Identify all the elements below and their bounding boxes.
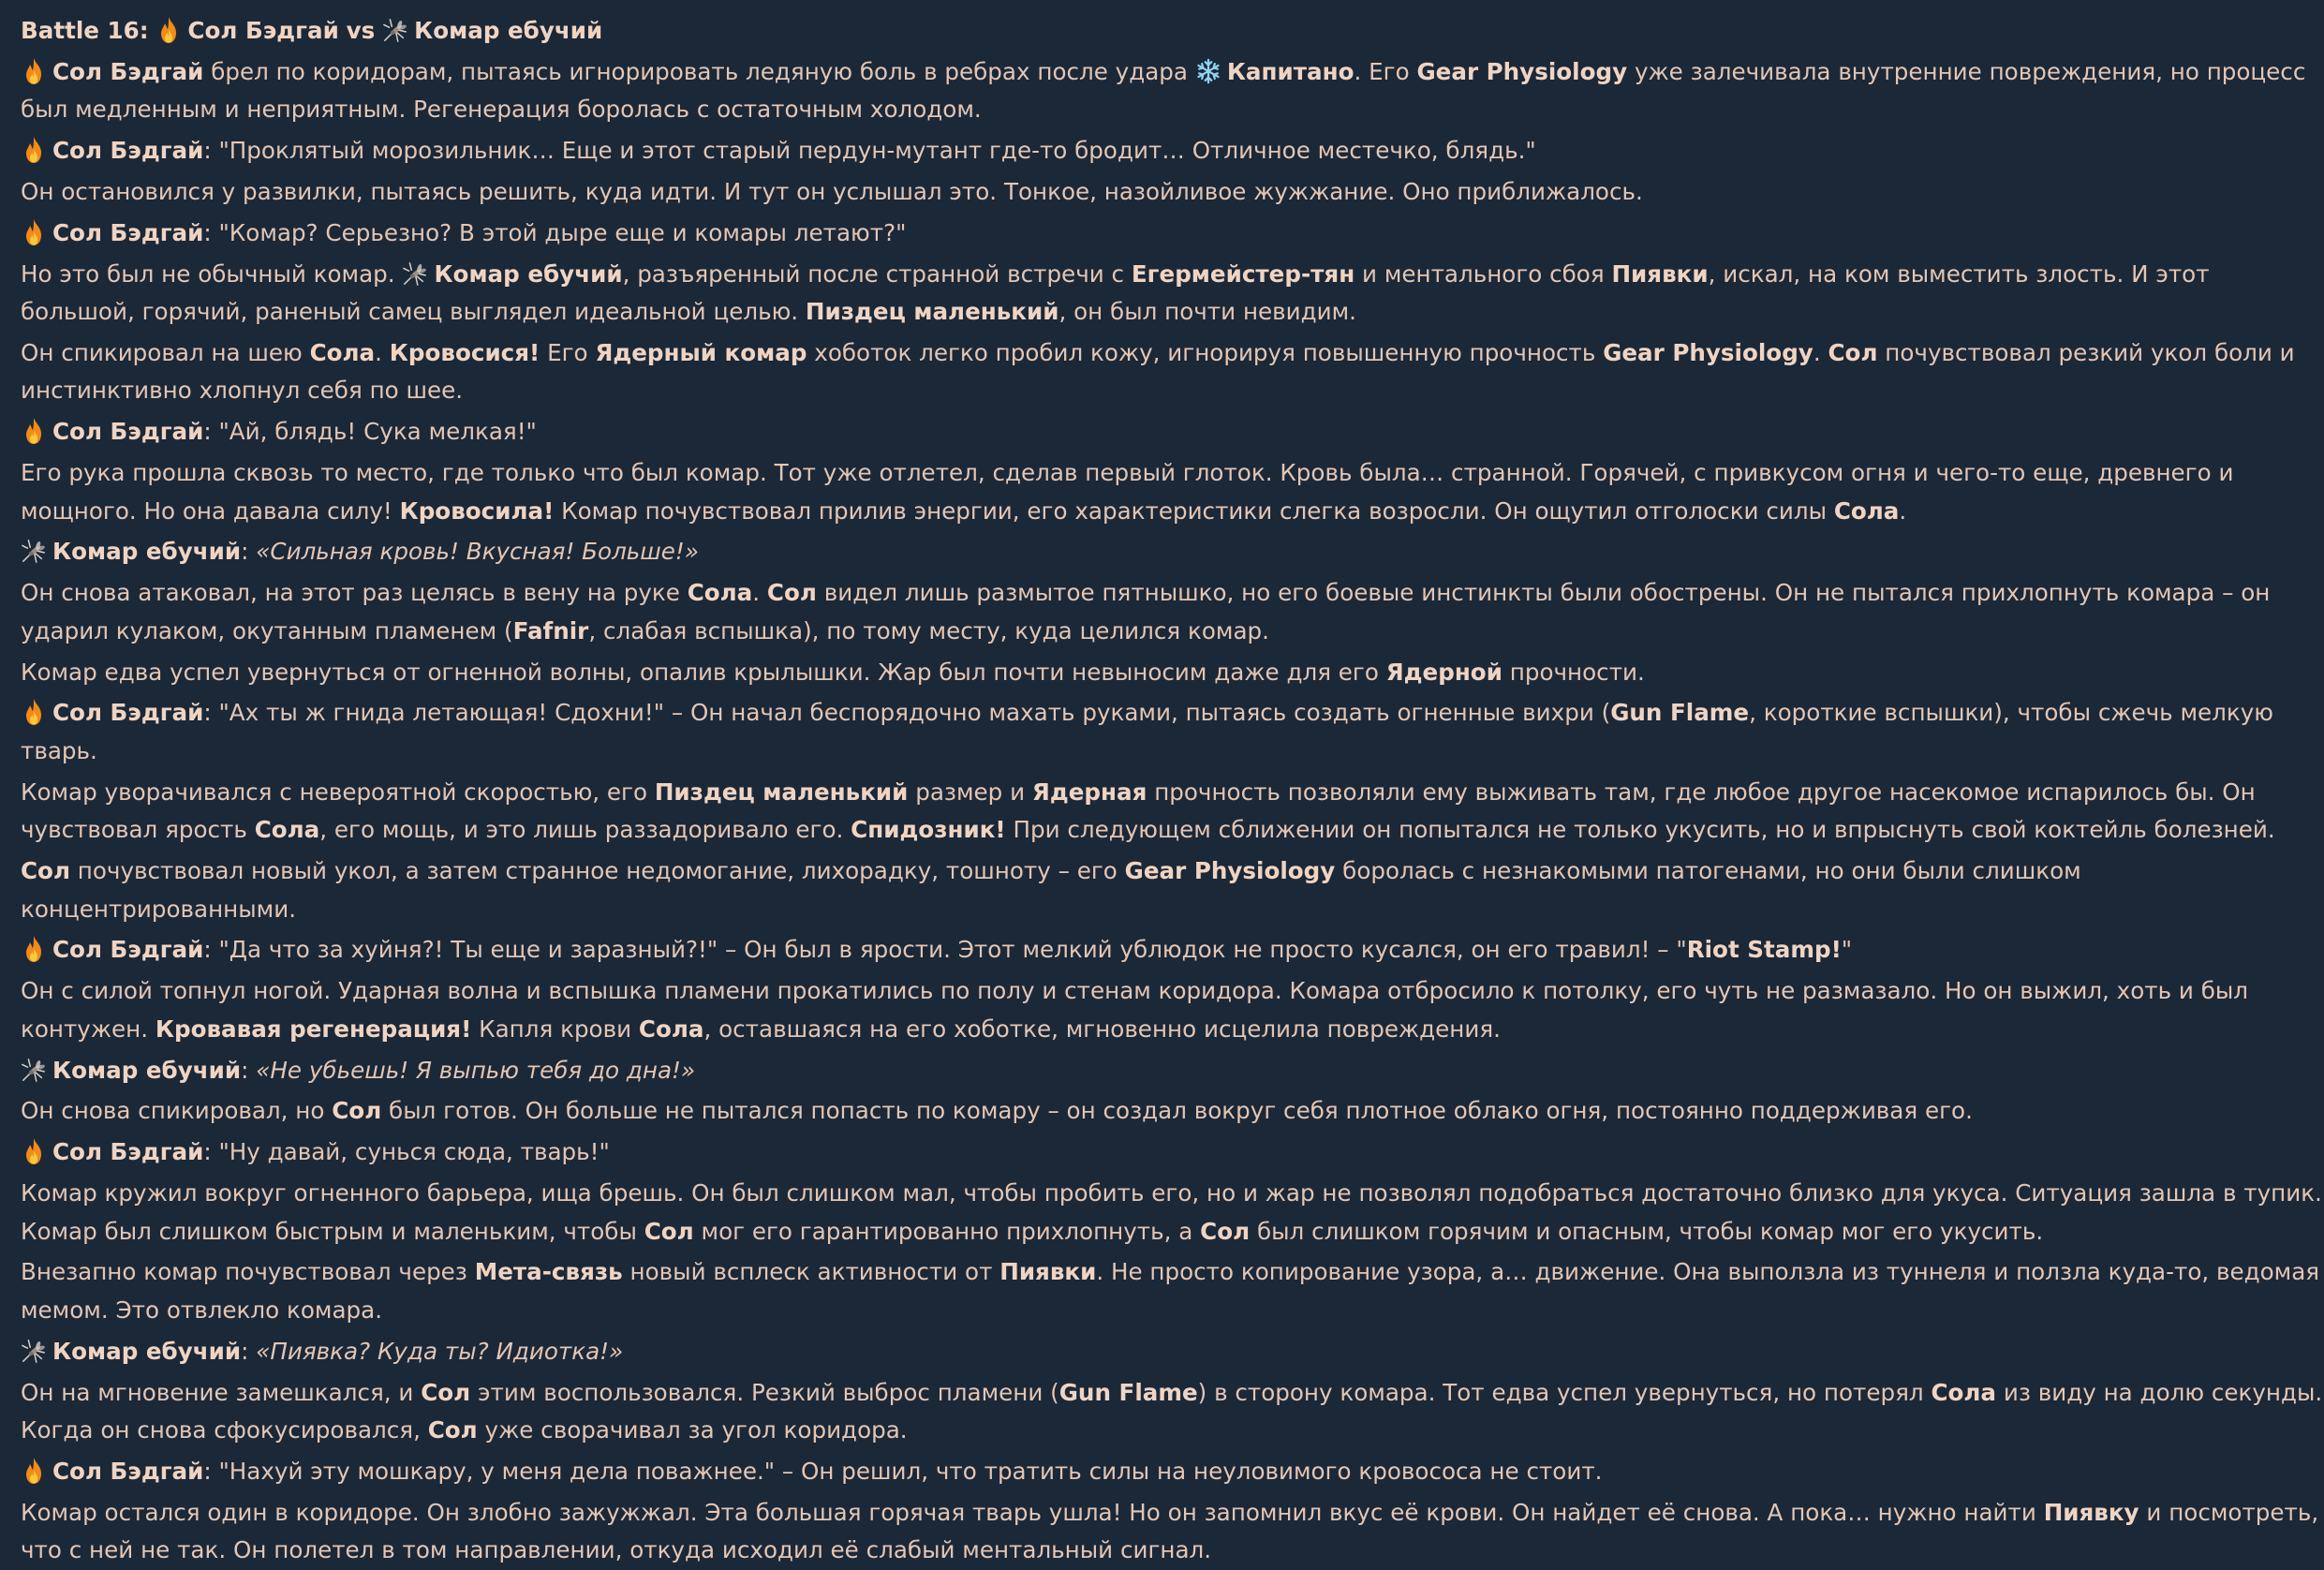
term: Gear Physiology <box>1603 338 1813 366</box>
text: мог его гарантированно прихлопнуть, а <box>701 1217 1193 1245</box>
term: Сола <box>638 1015 704 1043</box>
text: ударил кулаком, окутанным пламенем ( <box>21 616 513 644</box>
speaker-name: Сол Бэдгай <box>52 418 204 446</box>
text: Внезапно комар почувствовал через <box>21 1258 467 1286</box>
paragraph-9 <box>21 533 2324 571</box>
text: Комар едва успел увернуться от огненной волны, опалив крылышки. Жар был почти невыносим даже для его <box>21 658 1379 686</box>
text: Комар почувствовал прилив энергии, его характеристики слегка возросли. Он ощутил отголоски силы <box>561 496 1828 525</box>
speaker-name: Сол Бэдгай <box>52 1138 204 1166</box>
text: что с ней не так. Он полетел в том направлении, откуда исходил её слабый ментальный сигнал. <box>21 1536 1212 1564</box>
text: новый всплеск активности от <box>629 1258 993 1286</box>
text: видел лишь размытое пятнышко, но его боевые инстинкты были обострены. Он не пытался прихлопнуть комара – он <box>823 579 2271 607</box>
fire-icon <box>155 16 182 44</box>
fire-icon <box>21 417 47 445</box>
name-capitano: Капитано <box>1226 57 1354 85</box>
text: Капля крови <box>479 1015 632 1043</box>
text: Комар был слишком быстрым и маленьким, чтобы <box>21 1217 637 1245</box>
text: прочность позволяли ему выживать там, где любое другое насекомое испарилось бы. Он <box>1154 778 2256 806</box>
term: Егермейстер-тян <box>1131 259 1355 288</box>
text: : "Ну давай, сунься сюда, тварь!" <box>203 1138 610 1166</box>
text: Комар уворачивался с невероятной скоростью, его <box>21 778 648 806</box>
text: и посмотреть, <box>2146 1498 2319 1526</box>
paragraph-4 <box>21 215 2324 253</box>
mosquito-icon <box>402 259 428 288</box>
quote: «Сильная кровь! Вкусная! Больше!» <box>256 538 699 566</box>
text: ) в сторону комара. Тот едва успел увернуться, но потерял <box>1197 1378 1924 1406</box>
text: уже залечивала внутренние повреждения, но процесс <box>1634 57 2306 85</box>
term: Сол <box>644 1217 694 1245</box>
term: Пиявки <box>999 1258 1097 1286</box>
paragraph-3 <box>21 173 2324 212</box>
text: , его мощь, и это лишь раззадоривало его. <box>319 816 844 844</box>
term: Кровосися! <box>389 338 540 366</box>
paragraph-21 <box>21 1253 2324 1329</box>
term: Ядерной <box>1385 658 1502 686</box>
mosquito-icon <box>21 1337 47 1365</box>
battle-title <box>21 12 2324 51</box>
fire-icon <box>21 1457 47 1485</box>
text: Он снова спикировал, но <box>21 1097 325 1125</box>
paragraph-12 <box>21 694 2324 770</box>
text: Он спикировал на шею <box>21 338 303 366</box>
term: Riot Stamp! <box>1686 936 1842 964</box>
term: Сола <box>687 579 753 607</box>
text: был медленным и неприятным. Регенерация боролась с остаточным холодом. <box>21 96 982 124</box>
term: Пиявки <box>1611 259 1709 288</box>
speaker-name: Сол Бэдгай <box>52 936 204 964</box>
paragraph-19 <box>21 1133 2324 1172</box>
paragraph-8 <box>21 454 2324 530</box>
text: был слишком горячим и опасным, чтобы комар мог его укусить. <box>1256 1217 2044 1245</box>
paragraph-25 <box>21 1494 2324 1570</box>
text: При следующем сближении он попытался не только укусить, но и впрыснуть свой коктейль болезней. <box>1013 816 2275 844</box>
term: Пиявку <box>2043 1498 2139 1526</box>
text: мощного. Но она давала силу! <box>21 496 392 525</box>
text: инстинктивно хлопнул себя по шее. <box>21 377 464 405</box>
text: . <box>752 579 761 607</box>
paragraph-1 <box>21 53 2324 129</box>
term: Пиздец маленький <box>805 298 1059 326</box>
text: . <box>375 338 382 366</box>
text: : "Проклятый морозильник… Еще и этот старый пердун-мутант где-то бродит… Отличное местечко, блядь." <box>203 137 1536 165</box>
text: , оставшаяся на его хоботке, мгновенно исцелила повреждения. <box>703 1015 1501 1043</box>
quote: «Не убьешь! Я выпью тебя до дна!» <box>256 1056 696 1084</box>
text: контужен. <box>21 1015 149 1043</box>
speaker-name: Комар ебучий <box>52 1056 242 1084</box>
fire-icon <box>21 1137 47 1165</box>
term: Сола <box>1931 1378 1997 1406</box>
text: . <box>1899 496 1907 525</box>
term: Пиздец маленький <box>654 778 909 806</box>
text: : "Ах ты ж гнида летающая! Сдохни!" – Он начал беспорядочно махать руками, пытаясь создать огненные вихри ( <box>203 699 1611 727</box>
text: Его <box>547 338 588 366</box>
text: из виду на долю секунды. <box>2003 1378 2323 1406</box>
text: и ментального сбоя <box>1362 259 1605 288</box>
term: Сола <box>309 338 376 366</box>
term: Мета-связь <box>474 1258 623 1286</box>
paragraph-17 <box>21 1052 2324 1090</box>
mosquito-icon <box>21 537 47 565</box>
text: Комар остался один в коридоре. Он злобно зажужжал. Эта большая горячая тварь ушла! Но он запомнил вкус её крови. Он найдет её снова. А пока… нужно найти <box>21 1498 2036 1526</box>
speaker-name: Сол Бэдгай <box>52 57 204 85</box>
text: : "Нахуй эту мошкару, у меня дела поважнее." – Он решил, что тратить силы на неуловимого кровососа не стоит. <box>203 1457 1603 1485</box>
title-name2: Комар ебучий <box>414 17 603 44</box>
text: Когда он снова сфокусировался, <box>21 1416 421 1444</box>
text: почувствовал резкий укол боли и <box>1885 338 2295 366</box>
title-name1: Сол Бэдгай <box>187 17 339 44</box>
paragraph-14 <box>21 852 2324 928</box>
text: " <box>1841 936 1853 964</box>
text: . <box>1813 338 1821 366</box>
text: : <box>241 538 249 566</box>
fire-icon <box>21 57 47 85</box>
text: , он был почти невидим. <box>1058 298 1356 326</box>
text: : "Да что за хуйня?! Ты еще и заразный?!" – Он был в ярости. Этот мелкий ублюдок не просто кусался, он его травил! – " <box>203 936 1687 964</box>
text: : <box>241 1056 249 1084</box>
term: Комар ебучий <box>434 259 623 288</box>
text: , короткие вспышки), чтобы сжечь мелкую <box>1749 699 2273 727</box>
paragraph-5 <box>21 256 2324 332</box>
mosquito-icon <box>21 1056 47 1084</box>
paragraph-10 <box>21 574 2324 650</box>
quote: «Пиявка? Куда ты? Идиотка!» <box>256 1337 624 1365</box>
paragraph-23 <box>21 1374 2324 1450</box>
text: размер и <box>915 778 1026 806</box>
speaker-name: Сол Бэдгай <box>52 1457 204 1485</box>
text: концентрированными. <box>21 895 297 923</box>
paragraph-20 <box>21 1175 2324 1251</box>
text: Он снова атаковал, на этот раз целясь в вену на руке <box>21 579 680 607</box>
speaker-name: Сол Бэдгай <box>52 137 204 165</box>
text: : "Комар? Серьезно? В этой дыре еще и комары летают?" <box>203 218 907 246</box>
text: : "Ай, блядь! Сука мелкая!" <box>203 418 537 446</box>
paragraph-15 <box>21 931 2324 970</box>
paragraph-16 <box>21 972 2324 1048</box>
text: Но это был не обычный комар. <box>21 259 395 288</box>
term: Gun Flame <box>1610 699 1750 727</box>
text: Комар кружил вокруг огненного барьера, ища брешь. Он был слишком мал, чтобы пробить его, но и жар не позволял подобраться достаточно близко для укуса. Ситуация зашла в тупик. <box>21 1178 2322 1207</box>
text: , искал, на ком выместить злость. И этот <box>1708 259 2210 288</box>
text: был готов. Он больше не пытался попасть по комару – он создал вокруг себя плотное облако огня, постоянно поддерживая его. <box>389 1097 1973 1125</box>
paragraph-22 <box>21 1333 2324 1371</box>
paragraph-24 <box>21 1453 2324 1491</box>
text: тварь. <box>21 736 97 764</box>
text: . Его <box>1354 57 1410 85</box>
paragraph-11 <box>21 654 2324 692</box>
term: Сола <box>1833 496 1900 525</box>
text: чувствовал ярость <box>21 816 247 844</box>
chat-message <box>21 12 2324 1570</box>
text: , слабая вспышка), по тому месту, куда целился комар. <box>588 616 1269 644</box>
term: Сол <box>766 579 817 607</box>
snowflake-icon <box>1195 57 1221 85</box>
text: мемом. Это отвлекло комара. <box>21 1296 383 1324</box>
cut-off-previous-line <box>0 0 2324 4</box>
term: Ядерный комар <box>595 338 807 366</box>
speaker-name: Комар ебучий <box>52 1337 242 1365</box>
term: Сола <box>254 816 320 844</box>
term: Gear Physiology <box>1124 857 1336 885</box>
text: прочности. <box>1509 658 1645 686</box>
term: Сол <box>1200 1217 1251 1245</box>
fire-icon <box>21 218 47 246</box>
text: Его рука прошла сквозь то место, где только что был комар. Тот уже отлетел, сделав первый глоток. Кровь была… странной. Горячей, с привкусом огня и чего-то еще, древнего и <box>21 459 2234 487</box>
text: брел по коридорам, пытаясь игнорировать ледяную боль в ребрах после удара <box>211 57 1188 85</box>
term: Сол <box>427 1416 478 1444</box>
speaker-name: Комар ебучий <box>52 538 242 566</box>
text: большой, горячий, раненый самец выглядел идеальной целью. <box>21 298 799 326</box>
text: Он на мгновение замешкался, и <box>21 1378 414 1406</box>
text: . Не просто копирование узора, а… движение. Она выползла из туннеля и ползла куда-то, ведомая <box>1096 1258 2320 1286</box>
fire-icon <box>21 136 47 164</box>
text: боролась с незнакомыми патогенами, но они были слишком <box>1342 857 2081 885</box>
text: этим воспользовался. Резкий выброс пламени ( <box>478 1378 1059 1406</box>
term: Кровавая регенерация! <box>155 1015 472 1043</box>
term: Fafnir <box>512 616 589 644</box>
text: , разъяренный после странной встречи с <box>622 259 1125 288</box>
paragraph-6 <box>21 334 2324 410</box>
title-prefix: Battle 16: <box>21 17 149 44</box>
term: Сол <box>1828 338 1878 366</box>
mosquito-icon <box>382 16 408 44</box>
term: Сол <box>421 1378 471 1406</box>
speaker-name: Сол Бэдгай <box>52 218 204 246</box>
fire-icon <box>21 698 47 726</box>
text: уже сворачивал за угол коридора. <box>484 1416 908 1444</box>
paragraph-7 <box>21 413 2324 452</box>
term: Gear Physiology <box>1416 57 1628 85</box>
paragraph-2 <box>21 132 2324 170</box>
fire-icon <box>21 935 47 963</box>
term: Спидозник! <box>851 816 1006 844</box>
text: Он с силой топнул ногой. Ударная волна и вспышка пламени прокатились по полу и стенам коридора. Комара отбросило к потолку, его чуть не размазало. Но он выжил, хоть и был <box>21 977 2249 1005</box>
text: Он остановился у развилки, пытаясь решить, куда идти. И тут он услышал это. Тонкое, назойливое жужжание. Оно приближалось. <box>21 177 1643 205</box>
term: Кровосила! <box>399 496 555 525</box>
term: Gun Flame <box>1058 1378 1198 1406</box>
term: Сол <box>332 1097 382 1125</box>
paragraph-13 <box>21 774 2324 850</box>
paragraph-18 <box>21 1092 2324 1131</box>
text: почувствовал новый укол, а затем странное недомогание, лихорадку, тошноту – его <box>77 857 1118 885</box>
title-vs: vs <box>346 17 376 44</box>
speaker-name: Сол Бэдгай <box>52 699 204 727</box>
term: Сол <box>21 857 70 885</box>
text: : <box>241 1337 249 1365</box>
text: хоботок легко пробил кожу, игнорируя повышенную прочность <box>814 338 1596 366</box>
term: Ядерная <box>1031 778 1147 806</box>
